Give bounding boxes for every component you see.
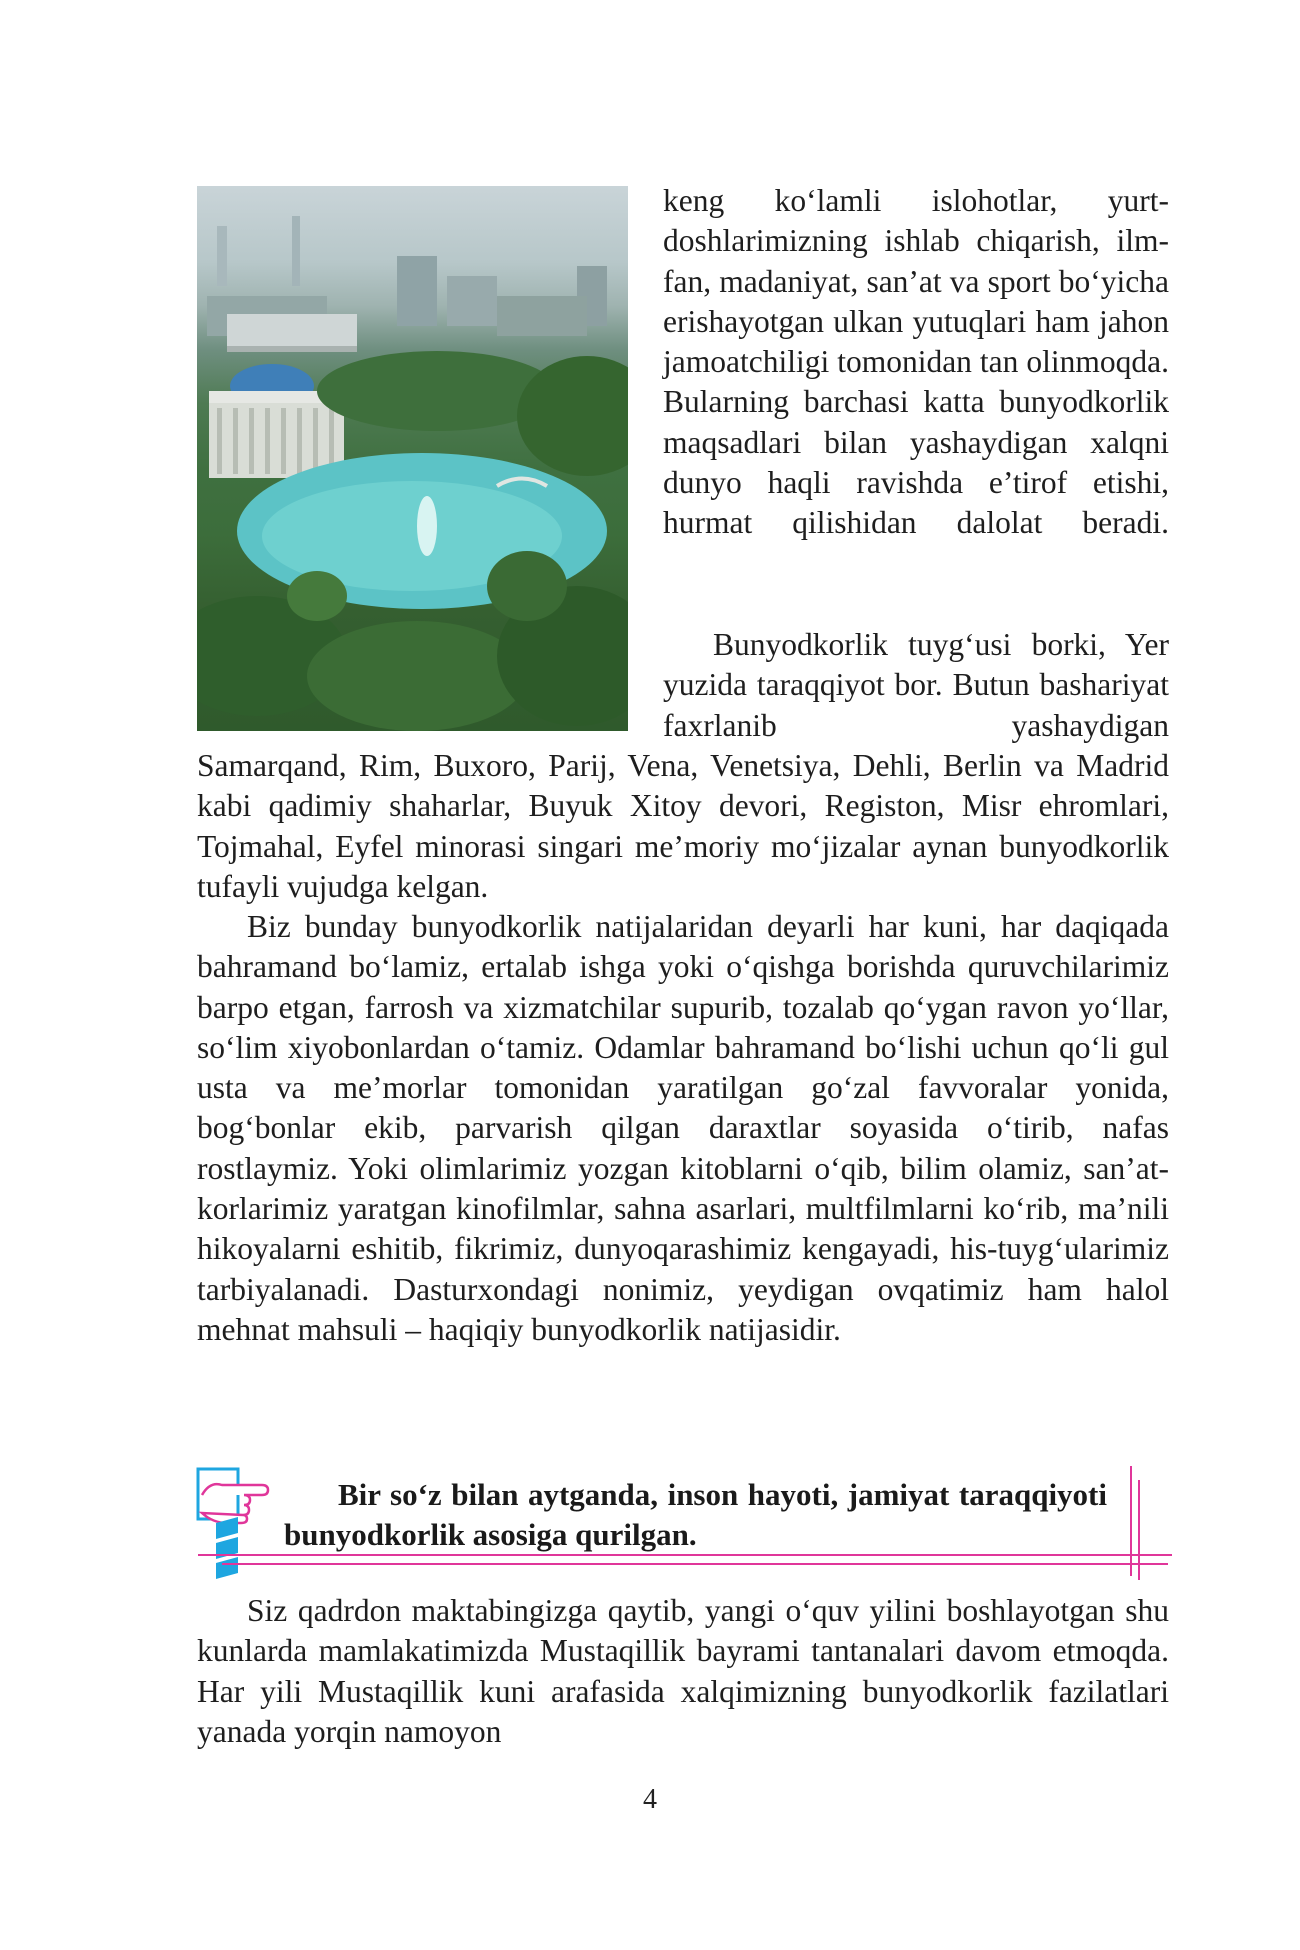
callout-rule-top	[198, 1554, 1172, 1556]
paragraph-1: keng ko‘lamli islohotlar, yurtdoshlarimizning ishlab chiqarish, ilm-fan, madaniyat, san’at va sport bo‘yicha erishayotgan ulkan yutuqlari ham jahon jamoatchiligi tomonidan tan olinmoqda. Bularning barchasi katta bunyodkorlik maqsadlari bilan yashaydigan xalqni dunyo haqli ravishda e’tirof etishi, hurmat qilishidan dalolat beradi.	[663, 183, 1169, 541]
pointing-hand-icon	[196, 1467, 276, 1592]
page-number: 4	[643, 1784, 657, 1815]
callout-rule-right-1	[1130, 1466, 1132, 1576]
city-photo	[197, 186, 628, 731]
paragraph-5: Siz qadrdon maktabingizga qaytib, yangi o‘quv yilini boshlayotgan shu kunlarda mamlakatimizda Mustaqillik bayrami tantanalari davom etmoqda. Har yili Mustaqillik kuni arafasida xalqimizning bunyodkorlik fazilatlari yanada yorqin namoyon	[197, 1593, 1169, 1749]
callout-text: Bir so‘z bilan aytganda, inson hayoti, jamiyat taraqqiyoti bunyodkorlik asosiga qurilgan.	[284, 1477, 1107, 1552]
paragraph-4: Biz bunday bunyodkorlik natijalaridan deyarli har kuni, har daqiqada bahramand bo‘lamiz, ertalab ishga yoki o‘qishga borishda quruvchilarimiz barpo etgan, farrosh va xizmatchilar supurib, tozalab qo‘ygan ravon yo‘llar, so‘lim xiyobonlardan o‘tamiz. Odamlar bahramand bo‘lishi uchun qo‘li gul usta va me’morlar tomonidan yaratilgan go‘zal favvoralar yonida, bog‘bonlar ekib, parvarish qilgan daraxtlar soyasida o‘tirib, nafas rostlaymiz. Yoki olimlarimiz yozgan kitoblarni o‘qib, bilim olamiz, san’atkorlarimiz yaratgan kinofilmlar, sahna asarlari, multfilmlarni ko‘rib, ma’nili hikoyalarni eshitib, fikrimiz, dunyoqarashimiz kengayadi, his-tuyg‘ularimiz tarbiyalanadi. Dasturxondagi nonimiz, yeydigan ovqatimiz ham halol mehnat mahsuli – haqiqiy bunyodkorlik natijasidir.	[197, 909, 1169, 1347]
city-illustration	[197, 186, 628, 731]
callout-rule-right-2	[1138, 1480, 1140, 1580]
paragraph-3: Samarqand, Rim, Buxoro, Parij, Vena, Venetsiya, Dehli, Berlin va Madrid kabi qadimiy shaharlar, Buyuk Xitoy devori, Registon, Misr ehromlari, Tojmahal, Eyfel minorasi singari me’moriy mo‘jizalar aynan bunyodkorlik tufayli vujudga kelgan.	[197, 748, 1169, 904]
paragraph-2: Bunyodkorlik tuyg‘usi borki, Yer yuzida taraqqiyot bor. Butun bashariyat faxrlanib yashaydigan	[663, 627, 1169, 743]
callout-rule-bottom	[222, 1563, 1168, 1565]
